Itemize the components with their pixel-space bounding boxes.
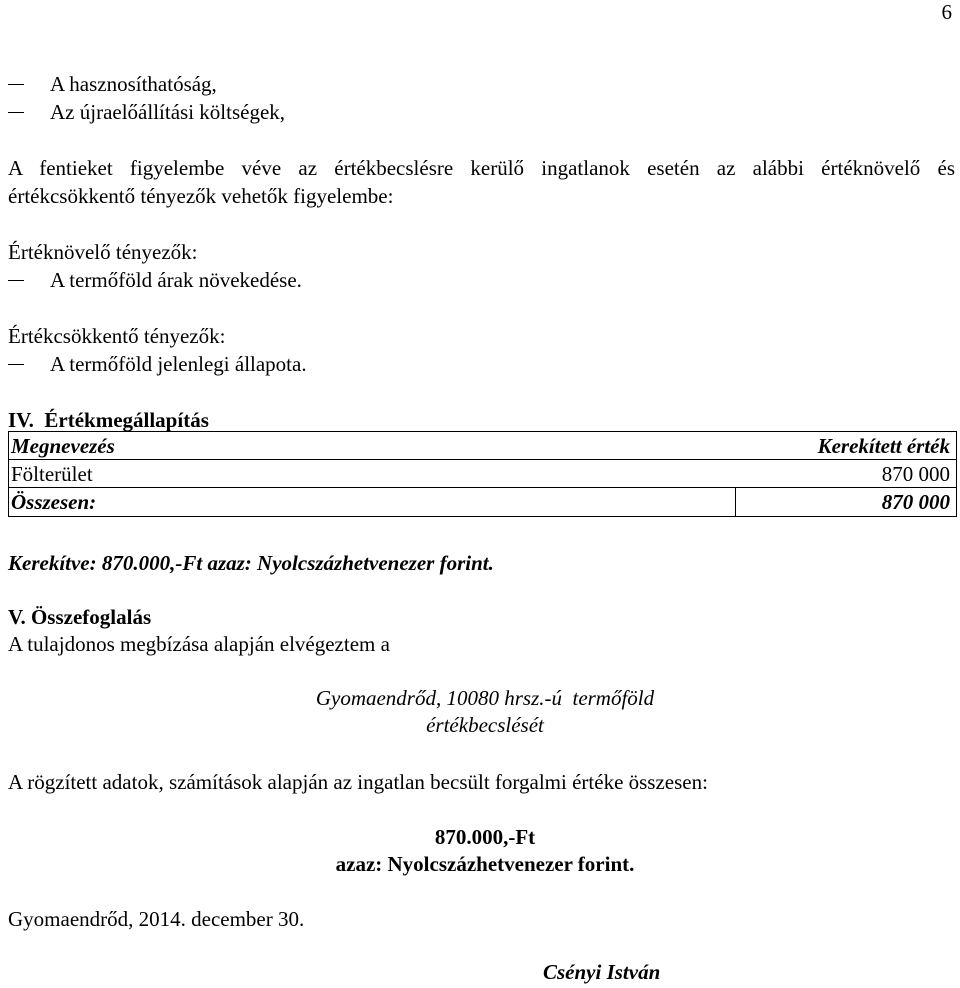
increasing-factor-item: A termőföld árak növekedése. (50, 268, 302, 292)
bullet-item: Az újraelőállítási költségek, (50, 100, 286, 124)
intro-line-2: értékcsökkentő tényezők vehetők figyelembe: (8, 184, 394, 208)
bullet-dash-icon (8, 364, 24, 365)
bullet-dash-icon (8, 280, 24, 281)
decreasing-factor-item: A termőföld jelenlegi állapota. (50, 352, 307, 376)
decreasing-factors-heading: Értékcsökkentő tényezők: (8, 324, 226, 348)
bullet-item: A hasznosíthatóság, (50, 72, 217, 96)
section-5-title: V. Összefoglalás (8, 605, 152, 629)
page-number: 6 (941, 0, 952, 24)
summary-line-1: A tulajdonos megbízása alapján elvégeztem a (8, 632, 390, 656)
signature-name: Csényi István (543, 960, 661, 984)
table-row (9, 460, 956, 488)
table-header-row (9, 432, 956, 460)
table-cell-name: Fölterület (11, 462, 93, 486)
table-total-value: 870 000 (881, 490, 950, 514)
increasing-factors-heading: Értéknövelő tényezők: (8, 240, 198, 264)
summary-line-2: A rögzített adatok, számítások alapján az ingatlan becsült forgalmi értéke összesen: (8, 770, 708, 794)
intro-line-1: A fentieket figyelembe véve az értékbecslésre kerülő ingatlanok esetén az alábbi értéknövelő és (8, 156, 955, 180)
total-amount-words: azaz: Nyolcszázhetvenezer forint. (335, 852, 635, 876)
bullet-dash-icon (8, 84, 24, 85)
total-amount: 870.000,-Ft (434, 825, 536, 849)
subject-line-2: értékbecslését (426, 713, 544, 737)
table-cell-value: 870 000 (881, 462, 950, 486)
table-header-name: Megnevezés (11, 434, 115, 458)
table-total-name: Összesen: (11, 490, 97, 514)
valuation-table (8, 431, 957, 517)
subject-line-1: Gyomaendrőd, 10080 hrsz.-ú termőföld (315, 686, 655, 710)
table-header-value: Kerekített érték (817, 434, 950, 458)
table-divider (735, 488, 736, 516)
place-date: Gyomaendrőd, 2014. december 30. (8, 907, 305, 931)
section-4-title: IV. Értékmegállapítás (8, 408, 209, 432)
rounded-value: Kerekítve: 870.000,-Ft azaz: Nyolcszázhetvenezer forint. (8, 551, 494, 575)
table-total-row (9, 488, 956, 516)
bullet-dash-icon (8, 112, 24, 113)
